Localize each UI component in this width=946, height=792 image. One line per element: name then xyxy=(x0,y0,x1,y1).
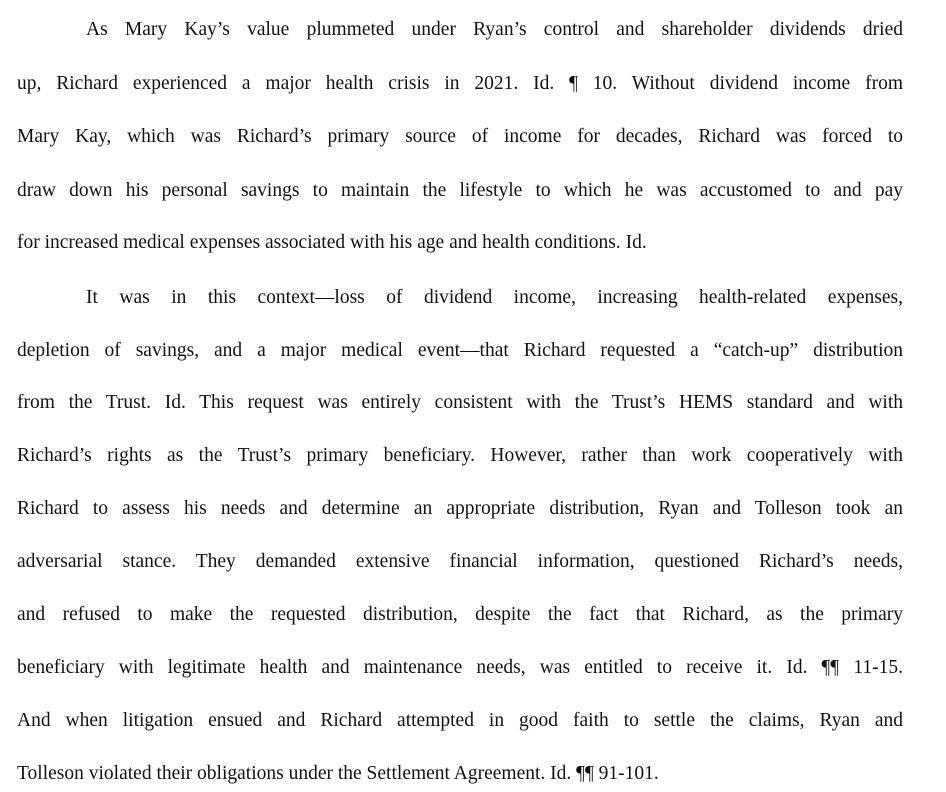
paragraph-2-line-9: And when litigation ensued and Richard attempted in good faith to settle the claims, Ryan and xyxy=(17,710,903,731)
paragraph-2-line-2: depletion of savings, and a major medical event—that Richard requested a “catch-up” distribution xyxy=(17,340,903,361)
paragraph-1-line-4: draw down his personal savings to maintain the lifestyle to which he was accustomed to and pay xyxy=(17,180,903,201)
paragraph-2-line-1: It was in this context—loss of dividend income, increasing health-related expenses, xyxy=(86,287,903,308)
paragraph-1-line-5: for increased medical expenses associated with his age and health conditions. Id. xyxy=(17,232,647,253)
paragraph-2-line-6: adversarial stance. They demanded extensive financial information, questioned Richard’s needs, xyxy=(17,551,903,572)
paragraph-2-line-8: beneficiary with legitimate health and maintenance needs, was entitled to receive it. Id. ¶¶ 11-15. xyxy=(17,657,903,678)
paragraph-2-line-5: Richard to assess his needs and determine an appropriate distribution, Ryan and Tolleson took an xyxy=(17,498,903,519)
paragraph-2-line-7: and refused to make the requested distribution, despite the fact that Richard, as the primary xyxy=(17,604,903,625)
paragraph-2-line-4: Richard’s rights as the Trust’s primary beneficiary. However, rather than work cooperatively with xyxy=(17,445,903,466)
paragraph-1-line-3: Mary Kay, which was Richard’s primary source of income for decades, Richard was forced to xyxy=(17,126,903,147)
paragraph-1-line-2: up, Richard experienced a major health crisis in 2021. Id. ¶ 10. Without dividend income from xyxy=(17,73,903,94)
paragraph-2-line-3: from the Trust. Id. This request was entirely consistent with the Trust’s HEMS standard and with xyxy=(17,392,903,413)
paragraph-1-line-1: As Mary Kay’s value plummeted under Ryan’s control and shareholder dividends dried xyxy=(86,19,903,40)
paragraph-2-line-10: Tolleson violated their obligations under the Settlement Agreement. Id. ¶¶ 91-101. xyxy=(17,763,659,784)
